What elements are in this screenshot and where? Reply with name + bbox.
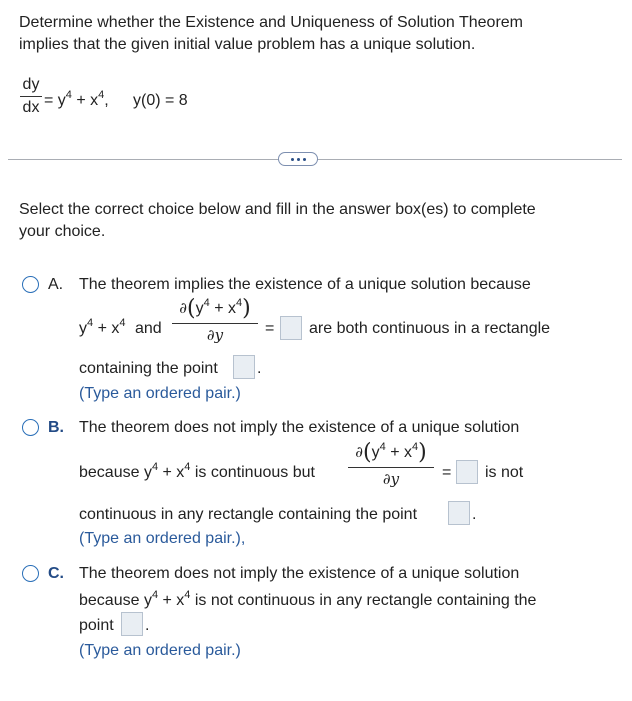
choice-a-y: y — [79, 320, 87, 337]
ode-exp1: 4 — [65, 89, 72, 101]
inner-y: y — [371, 444, 380, 461]
choice-a-and: and — [135, 320, 162, 337]
inner-exp2: 4 — [236, 297, 243, 309]
choice-c-because: because y — [79, 592, 152, 609]
choice-a-exp2: 4 — [119, 317, 126, 329]
choice-c-point-answer-box[interactable] — [121, 612, 143, 636]
ode-rhs-a: = y — [44, 92, 66, 109]
choice-b-continuous: is continuous but — [190, 464, 315, 481]
choice-b-letter: B. — [48, 419, 64, 436]
choice-c-line-3: point — [79, 617, 114, 634]
instructions-line-1: Select the correct choice below and fill in the answer box(es) to complete — [19, 201, 536, 218]
fraction-bar — [20, 96, 42, 97]
ode-num: dy — [22, 76, 40, 93]
fraction-bar — [348, 467, 434, 468]
choice-a-equals: = — [265, 320, 275, 337]
radio-choice-b[interactable] — [22, 419, 39, 436]
dot-icon — [291, 158, 294, 161]
partial-denominator: ∂y — [382, 470, 400, 488]
choice-a-dot: . — [257, 360, 262, 377]
choice-b-line-3: continuous in any rectangle containing the point — [79, 506, 418, 523]
choice-c-exp1: 4 — [151, 589, 159, 601]
inner-y: y — [195, 300, 204, 317]
choice-c-hint: (Type an ordered pair.) — [79, 642, 241, 659]
radio-choice-c[interactable] — [22, 565, 39, 582]
choice-b-line-1: The theorem does not imply the existence of a unique solution — [79, 419, 520, 436]
choice-b-hint: (Type an ordered pair.), — [79, 530, 246, 547]
more-options-button[interactable] — [278, 152, 318, 166]
choice-b-dot: . — [472, 506, 477, 523]
choice-b-exp1: 4 — [151, 461, 159, 473]
choice-c-line-2 — [79, 589, 537, 610]
partial-symbol: ∂ — [355, 443, 364, 461]
partial-numerator: $\partial(y^4 + x^4)$ — [355, 440, 427, 465]
choice-b-derivative-answer-box[interactable] — [456, 460, 478, 484]
partial-symbol: ∂ — [179, 299, 188, 317]
partial-denominator: ∂y — [206, 326, 224, 344]
ode-derivative — [20, 76, 42, 117]
choice-b-partial-derivative — [348, 440, 434, 488]
initial-condition: y(0) = 8 — [133, 92, 188, 109]
choice-b-point-answer-box[interactable] — [448, 501, 470, 525]
choice-b-function — [79, 461, 315, 482]
inner-exp1: 4 — [203, 297, 210, 309]
choice-b-plus: + x — [158, 464, 185, 481]
choice-a-exp1: 4 — [87, 317, 94, 329]
choice-a-line-3: containing the point — [79, 360, 218, 377]
choice-c-exp2: 4 — [184, 589, 191, 601]
choice-c-dot: . — [145, 617, 150, 634]
choice-a-line-1: The theorem implies the existence of a unique solution because — [79, 276, 531, 293]
instructions-line-2: your choice. — [19, 223, 106, 240]
inner-exp2: 4 — [412, 441, 419, 453]
choice-a-partial-derivative — [172, 296, 258, 344]
ode-den: dx — [22, 99, 40, 116]
choice-a-plus: + x — [93, 320, 120, 337]
choice-b-equals: = — [442, 464, 452, 481]
choice-c-letter: C. — [48, 565, 64, 582]
dot-icon — [303, 158, 306, 161]
choice-a-hint: (Type an ordered pair.) — [79, 385, 241, 402]
choice-b-after: is not — [485, 464, 524, 481]
inner-plus: + x — [385, 444, 412, 461]
choice-a-point-answer-box[interactable] — [233, 355, 255, 379]
ode-rhs-b: + x — [71, 92, 99, 109]
choice-c-line-1: The theorem does not imply the existence of a unique solution — [79, 565, 520, 582]
choice-a-derivative-answer-box[interactable] — [280, 316, 302, 340]
question-line-2: implies that the given initial value problem has a unique solution. — [19, 36, 476, 53]
choice-b-exp2: 4 — [184, 461, 191, 473]
choice-a-after: are both continuous in a rectangle — [309, 320, 551, 337]
choice-a-function — [79, 317, 126, 338]
radio-choice-a[interactable] — [22, 276, 39, 293]
ode-rhs — [44, 89, 109, 110]
dot-icon — [297, 158, 300, 161]
question-line-1: Determine whether the Existence and Uniqueness of Solution Theorem — [19, 14, 523, 31]
ode-exp2: 4 — [98, 89, 105, 101]
choice-b-because: because y — [79, 464, 152, 481]
inner-plus: + x — [209, 300, 236, 317]
choice-a-letter: A. — [48, 276, 64, 293]
fraction-bar — [172, 323, 258, 324]
choice-c-plus: + x — [158, 592, 185, 609]
inner-exp1: 4 — [379, 441, 386, 453]
partial-numerator: $\partial(y^4 + x^4)$ — [179, 296, 251, 321]
ode-rhs-c: , — [104, 92, 109, 109]
choice-c-after: is not continuous in any rectangle containing the — [190, 592, 537, 609]
